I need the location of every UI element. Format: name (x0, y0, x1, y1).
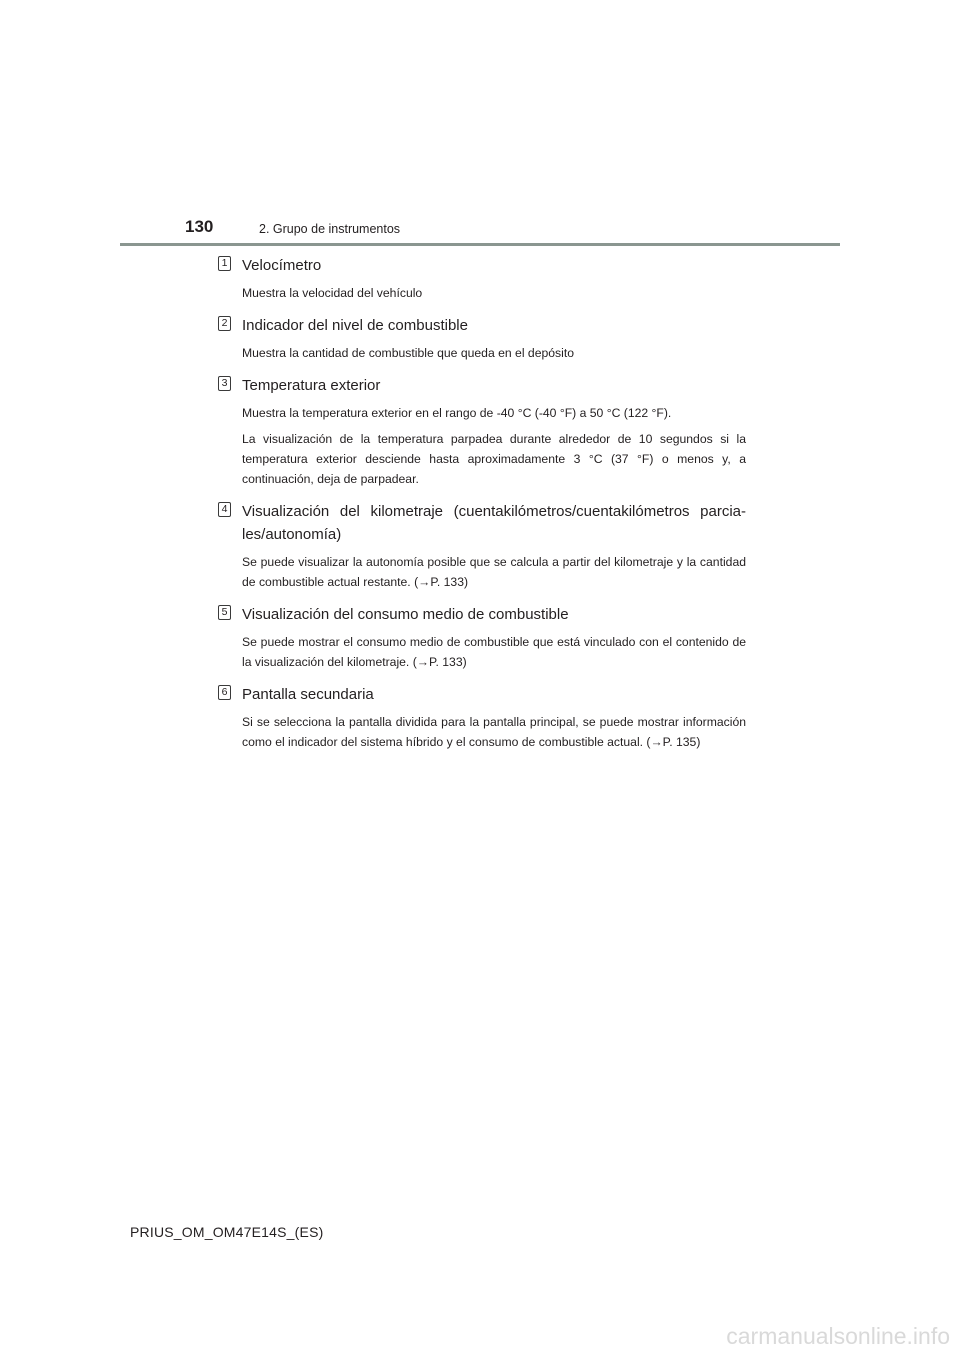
watermark[interactable]: carmanualsonline.info (726, 1323, 950, 1349)
item-description: Si se selecciona la pantalla dividida para la pantalla principal, se puede mostrar información como el indicador del sistema híbrido y el consumo de combustible actual. (→P. 135) (242, 715, 746, 749)
item-title: Indicador del nivel de combustible (242, 317, 468, 334)
item-number-badge: 1 (218, 256, 231, 271)
item-number-badge: 3 (218, 376, 231, 391)
list-item (218, 374, 746, 489)
page-number: 130 (185, 217, 214, 236)
item-title: Temperatura exterior (242, 377, 381, 394)
list-item (218, 314, 746, 363)
item-number-badge: 5 (218, 605, 231, 620)
section-title: 2. Grupo de instrumentos (259, 222, 401, 236)
list-item (218, 254, 746, 303)
list-item (218, 683, 746, 752)
item-description: Muestra la cantidad de combustible que queda en el depósito (242, 346, 574, 360)
item-number-badge: 2 (218, 316, 231, 331)
document-code: PRIUS_OM_OM47E14S_(ES) (130, 1224, 324, 1240)
list-item (218, 500, 746, 592)
item-number-badge: 4 (218, 502, 231, 517)
list-item (218, 603, 746, 672)
item-number-badge: 6 (218, 685, 231, 700)
item-list (218, 254, 746, 763)
item-description: Muestra la velocidad del vehículo (242, 286, 423, 300)
item-description: Se puede visualizar la autonomía posible que se calcula a partir del kilometraje y la cantidad de combustible actual restante. (→P. 133) (242, 555, 746, 589)
item-description: Muestra la temperatura exterior en el rango de -40 °C (-40 °F) a 50 °C (122 °F). (242, 406, 672, 420)
header-rule (120, 243, 840, 246)
item-title: Visualización del consumo medio de combustible (242, 606, 569, 623)
item-title: Pantalla secundaria (242, 686, 374, 703)
item-description: Se puede mostrar el consumo medio de combustible que está vinculado con el contenido de la visualización del kilometraje. (→P. 133) (242, 635, 746, 669)
item-title: Visualización del kilometraje (cuentakilómetros/cuentakilómetros parcia-les/autonomía) (242, 503, 746, 543)
item-title: Velocímetro (242, 257, 322, 274)
item-description: La visualización de la temperatura parpadea durante alrededor de 10 segundos si la temperatura exterior desciende hasta aproximadamente 3 °C (37 °F) o menos y, a continuación, deja de parpadear. (242, 432, 746, 486)
